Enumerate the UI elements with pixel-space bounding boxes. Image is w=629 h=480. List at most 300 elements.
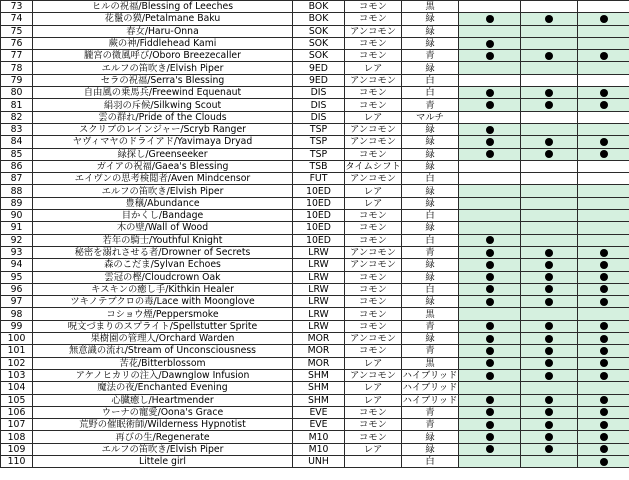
filled-circle-icon <box>486 126 494 134</box>
check-cell-2 <box>521 431 578 443</box>
check-cell-3 <box>578 419 629 431</box>
check-cell-2 <box>521 283 578 295</box>
rarity: レア <box>345 197 402 209</box>
filled-circle-icon <box>486 40 494 48</box>
card-color: 緑 <box>402 259 459 271</box>
check-cell-1 <box>459 185 521 197</box>
card-name: 雲冠の樫/Cloudcrown Oak <box>33 271 293 283</box>
set-code: EVE <box>293 419 345 431</box>
table-row[interactable] <box>1 160 629 172</box>
rarity: コモン <box>345 148 402 160</box>
row-number: 94 <box>1 259 33 271</box>
card-name: 荒野の催眠術師/Wilderness Hypnotist <box>33 419 293 431</box>
rarity: コモン <box>345 99 402 111</box>
card-name: 朧宮の微風呼び/Oboro Breezecaller <box>33 50 293 62</box>
check-cell-2 <box>521 357 578 369</box>
set-code: SHM <box>293 382 345 394</box>
table-row[interactable] <box>1 148 629 160</box>
check-cell-1 <box>459 1 521 13</box>
row-number: 74 <box>1 13 33 25</box>
rarity: アンコモン <box>345 74 402 86</box>
rarity: アンコモン <box>345 136 402 148</box>
set-code: UNH <box>293 455 345 467</box>
filled-circle-icon <box>545 335 553 343</box>
check-cell-1 <box>459 210 521 222</box>
filled-circle-icon <box>486 298 494 306</box>
row-number: 85 <box>1 148 33 160</box>
table-row[interactable] <box>1 136 629 148</box>
filled-circle-icon <box>486 236 494 244</box>
check-cell-1 <box>459 50 521 62</box>
check-cell-3 <box>578 160 629 172</box>
row-number: 86 <box>1 160 33 172</box>
check-cell-2 <box>521 136 578 148</box>
card-name: 目かくし/Bandage <box>33 210 293 222</box>
filled-circle-icon <box>486 335 494 343</box>
card-color: 緑 <box>402 443 459 455</box>
filled-circle-icon <box>600 433 608 441</box>
check-cell-3 <box>578 50 629 62</box>
filled-circle-icon <box>545 249 553 257</box>
filled-circle-icon <box>600 322 608 330</box>
check-cell-1 <box>459 74 521 86</box>
filled-circle-icon <box>600 261 608 269</box>
filled-circle-icon <box>486 138 494 146</box>
check-cell-1 <box>459 406 521 418</box>
card-color: 緑 <box>402 431 459 443</box>
filled-circle-icon <box>545 138 553 146</box>
set-code: LRW <box>293 259 345 271</box>
check-cell-2 <box>521 99 578 111</box>
filled-circle-icon <box>600 298 608 306</box>
card-name: エルフの笛吹き/Elvish Piper <box>33 185 293 197</box>
rarity: コモン <box>345 37 402 49</box>
check-cell-2 <box>521 25 578 37</box>
check-cell-3 <box>578 13 629 25</box>
card-color: 白 <box>402 210 459 222</box>
check-cell-1 <box>459 345 521 357</box>
check-cell-2 <box>521 74 578 86</box>
table-row[interactable] <box>1 320 629 332</box>
filled-circle-icon <box>545 396 553 404</box>
set-code: TSP <box>293 136 345 148</box>
table-row[interactable] <box>1 333 629 345</box>
card-name: 春女/Haru-Onna <box>33 25 293 37</box>
table-row[interactable] <box>1 419 629 431</box>
card-name: 森のこだま/Sylvan Echoes <box>33 259 293 271</box>
check-cell-3 <box>578 99 629 111</box>
table-row[interactable] <box>1 431 629 443</box>
row-number: 75 <box>1 25 33 37</box>
row-number: 84 <box>1 136 33 148</box>
check-cell-2 <box>521 320 578 332</box>
check-cell-3 <box>578 87 629 99</box>
set-code: SOK <box>293 37 345 49</box>
table-row[interactable] <box>1 222 629 234</box>
check-cell-3 <box>578 185 629 197</box>
rarity: レア <box>345 443 402 455</box>
card-color: 青 <box>402 419 459 431</box>
card-color: 緑 <box>402 197 459 209</box>
table-row[interactable] <box>1 369 629 381</box>
filled-circle-icon <box>545 322 553 330</box>
filled-circle-icon <box>486 15 494 23</box>
filled-circle-icon <box>545 445 553 453</box>
card-color: 白 <box>402 455 459 467</box>
filled-circle-icon <box>486 445 494 453</box>
filled-circle-icon <box>486 249 494 257</box>
card-color: 緑 <box>402 333 459 345</box>
check-cell-3 <box>578 271 629 283</box>
card-color: マルチ <box>402 111 459 123</box>
filled-circle-icon <box>486 408 494 416</box>
table-row[interactable] <box>1 455 629 467</box>
rarity: コモン <box>345 222 402 234</box>
check-cell-1 <box>459 455 521 467</box>
rarity: コモン <box>345 345 402 357</box>
filled-circle-icon <box>600 396 608 404</box>
check-cell-1 <box>459 173 521 185</box>
card-name: 若年の騎士/Youthful Knight <box>33 234 293 246</box>
check-cell-1 <box>459 333 521 345</box>
table-row[interactable] <box>1 382 629 394</box>
row-number: 106 <box>1 406 33 418</box>
table-row[interactable] <box>1 394 629 406</box>
set-code: 10ED <box>293 222 345 234</box>
filled-circle-icon <box>600 408 608 416</box>
filled-circle-icon <box>600 52 608 60</box>
card-color: 黒 <box>402 308 459 320</box>
check-cell-3 <box>578 406 629 418</box>
check-cell-2 <box>521 419 578 431</box>
check-cell-1 <box>459 37 521 49</box>
set-code: TSB <box>293 160 345 172</box>
table-row[interactable] <box>1 443 629 455</box>
check-cell-3 <box>578 222 629 234</box>
check-cell-1 <box>459 419 521 431</box>
filled-circle-icon <box>600 150 608 158</box>
filled-circle-icon <box>600 138 608 146</box>
filled-circle-icon <box>545 298 553 306</box>
filled-circle-icon <box>486 433 494 441</box>
filled-circle-icon <box>486 101 494 109</box>
card-name: 再びの生/Regenerate <box>33 431 293 443</box>
check-cell-2 <box>521 382 578 394</box>
table-row[interactable] <box>1 210 629 222</box>
table-row[interactable] <box>1 246 629 258</box>
check-cell-3 <box>578 283 629 295</box>
check-cell-3 <box>578 246 629 258</box>
table-row[interactable] <box>1 345 629 357</box>
table-row[interactable] <box>1 111 629 123</box>
check-cell-3 <box>578 136 629 148</box>
set-code: BOK <box>293 1 345 13</box>
check-cell-2 <box>521 406 578 418</box>
table-row[interactable] <box>1 357 629 369</box>
rarity: コモン <box>345 87 402 99</box>
row-number: 101 <box>1 345 33 357</box>
rarity: レア <box>345 382 402 394</box>
check-cell-2 <box>521 271 578 283</box>
filled-circle-icon <box>545 408 553 416</box>
check-cell-1 <box>459 222 521 234</box>
card-color: 緑 <box>402 123 459 135</box>
row-number: 89 <box>1 197 33 209</box>
card-name: 苦花/Bitterblossom <box>33 357 293 369</box>
set-code: 10ED <box>293 197 345 209</box>
filled-circle-icon <box>545 273 553 281</box>
card-color: 黒 <box>402 357 459 369</box>
filled-circle-icon <box>600 458 608 466</box>
set-code: SHM <box>293 394 345 406</box>
filled-circle-icon <box>600 285 608 293</box>
row-number: 108 <box>1 431 33 443</box>
filled-circle-icon <box>545 52 553 60</box>
table-row[interactable] <box>1 271 629 283</box>
card-name: キスキンの癒し手/Kithkin Healer <box>33 283 293 295</box>
row-number: 96 <box>1 283 33 295</box>
check-cell-1 <box>459 320 521 332</box>
rarity: コモン <box>345 320 402 332</box>
check-cell-1 <box>459 99 521 111</box>
card-color: 緑 <box>402 37 459 49</box>
check-cell-2 <box>521 333 578 345</box>
card-color: 緑 <box>402 25 459 37</box>
rarity: レア <box>345 394 402 406</box>
filled-circle-icon <box>600 15 608 23</box>
rarity: コモン <box>345 50 402 62</box>
check-cell-2 <box>521 369 578 381</box>
check-cell-3 <box>578 234 629 246</box>
check-cell-2 <box>521 185 578 197</box>
rarity: レア <box>345 62 402 74</box>
card-name: Littele girl <box>33 455 293 467</box>
card-name: 魔法の夜/Enchanted Evening <box>33 382 293 394</box>
check-cell-2 <box>521 296 578 308</box>
rarity: コモン <box>345 1 402 13</box>
set-code: LRW <box>293 246 345 258</box>
row-number: 110 <box>1 455 33 467</box>
card-name: ツキノテブクロの毒/Lace with Moonglove <box>33 296 293 308</box>
row-number: 95 <box>1 271 33 283</box>
row-number: 99 <box>1 320 33 332</box>
card-color: 緑 <box>402 148 459 160</box>
rarity <box>345 455 402 467</box>
filled-circle-icon <box>486 396 494 404</box>
table-row[interactable] <box>1 185 629 197</box>
check-cell-2 <box>521 50 578 62</box>
set-code: LRW <box>293 271 345 283</box>
check-cell-1 <box>459 394 521 406</box>
check-cell-2 <box>521 197 578 209</box>
check-cell-2 <box>521 234 578 246</box>
filled-circle-icon <box>545 433 553 441</box>
table-row[interactable] <box>1 25 629 37</box>
table-row[interactable] <box>1 99 629 111</box>
check-cell-2 <box>521 394 578 406</box>
set-code: LRW <box>293 320 345 332</box>
table-row[interactable] <box>1 283 629 295</box>
set-code: 9ED <box>293 74 345 86</box>
check-cell-3 <box>578 173 629 185</box>
rarity: レア <box>345 185 402 197</box>
card-name: 自由風の乗馬兵/Freewind Equenaut <box>33 87 293 99</box>
filled-circle-icon <box>600 372 608 380</box>
card-name: エルフの笛吹き/Elvish Piper <box>33 443 293 455</box>
check-cell-2 <box>521 1 578 13</box>
card-color: 青 <box>402 345 459 357</box>
row-number: 76 <box>1 37 33 49</box>
set-code: LRW <box>293 308 345 320</box>
card-name: ウーナの寵愛/Oona's Grace <box>33 406 293 418</box>
row-number: 93 <box>1 246 33 258</box>
card-name: 呪文づまりのスプライト/Spellstutter Sprite <box>33 320 293 332</box>
filled-circle-icon <box>486 347 494 355</box>
table-row[interactable] <box>1 259 629 271</box>
card-color: 青 <box>402 50 459 62</box>
row-number: 73 <box>1 1 33 13</box>
row-number: 90 <box>1 210 33 222</box>
table-row[interactable] <box>1 308 629 320</box>
check-cell-3 <box>578 345 629 357</box>
filled-circle-icon <box>600 445 608 453</box>
set-code: M10 <box>293 443 345 455</box>
filled-circle-icon <box>486 89 494 97</box>
check-cell-3 <box>578 455 629 467</box>
row-number: 77 <box>1 50 33 62</box>
row-number: 88 <box>1 185 33 197</box>
set-code: LRW <box>293 283 345 295</box>
filled-circle-icon <box>486 52 494 60</box>
filled-circle-icon <box>545 372 553 380</box>
card-name: 雲の群れ/Pride of the Clouds <box>33 111 293 123</box>
card-name: 豊穣/Abundance <box>33 197 293 209</box>
filled-circle-icon <box>545 359 553 367</box>
card-color: 青 <box>402 406 459 418</box>
table-row[interactable] <box>1 406 629 418</box>
check-cell-1 <box>459 296 521 308</box>
check-cell-1 <box>459 271 521 283</box>
filled-circle-icon <box>486 150 494 158</box>
check-cell-2 <box>521 62 578 74</box>
check-cell-2 <box>521 123 578 135</box>
filled-circle-icon <box>600 249 608 257</box>
table-row[interactable] <box>1 50 629 62</box>
filled-circle-icon <box>545 15 553 23</box>
check-cell-3 <box>578 443 629 455</box>
check-cell-3 <box>578 320 629 332</box>
card-name: ヤヴィマヤのドライアド/Yavimaya Dryad <box>33 136 293 148</box>
rarity: レア <box>345 111 402 123</box>
row-number: 97 <box>1 296 33 308</box>
check-cell-2 <box>521 259 578 271</box>
check-cell-2 <box>521 455 578 467</box>
card-color: 白 <box>402 283 459 295</box>
table-row[interactable] <box>1 234 629 246</box>
filled-circle-icon <box>600 89 608 97</box>
check-cell-1 <box>459 25 521 37</box>
set-code: MOR <box>293 357 345 369</box>
filled-circle-icon <box>545 347 553 355</box>
table-row[interactable] <box>1 173 629 185</box>
check-cell-3 <box>578 259 629 271</box>
table-row[interactable] <box>1 74 629 86</box>
table-row[interactable] <box>1 296 629 308</box>
card-color: 緑 <box>402 62 459 74</box>
check-cell-2 <box>521 37 578 49</box>
row-number: 82 <box>1 111 33 123</box>
rarity: コモン <box>345 308 402 320</box>
check-cell-3 <box>578 394 629 406</box>
card-name: 花鬣の獏/Petalmane Baku <box>33 13 293 25</box>
set-code: LRW <box>293 296 345 308</box>
row-number: 80 <box>1 87 33 99</box>
card-color: 緑 <box>402 160 459 172</box>
filled-circle-icon <box>486 372 494 380</box>
set-code: SOK <box>293 50 345 62</box>
card-name: 緑探し/Greenseeker <box>33 148 293 160</box>
row-number: 107 <box>1 419 33 431</box>
table-row[interactable] <box>1 123 629 135</box>
check-cell-1 <box>459 136 521 148</box>
rarity: アンコモン <box>345 25 402 37</box>
rarity: コモン <box>345 419 402 431</box>
card-name: エルフの笛吹き/Elvish Piper <box>33 62 293 74</box>
table-row[interactable] <box>1 37 629 49</box>
filled-circle-icon <box>600 347 608 355</box>
filled-circle-icon <box>545 261 553 269</box>
table-row[interactable] <box>1 87 629 99</box>
rarity: コモン <box>345 283 402 295</box>
rarity: アンコモン <box>345 123 402 135</box>
check-cell-3 <box>578 37 629 49</box>
table-row[interactable] <box>1 1 629 13</box>
filled-circle-icon <box>486 322 494 330</box>
card-name: エイヴンの思考検閲者/Aven Mindcensor <box>33 173 293 185</box>
check-cell-1 <box>459 123 521 135</box>
table-row[interactable] <box>1 197 629 209</box>
card-color: 緑 <box>402 136 459 148</box>
check-cell-3 <box>578 382 629 394</box>
check-cell-2 <box>521 210 578 222</box>
check-cell-3 <box>578 148 629 160</box>
check-cell-1 <box>459 87 521 99</box>
filled-circle-icon <box>600 359 608 367</box>
check-cell-1 <box>459 62 521 74</box>
set-code: 10ED <box>293 185 345 197</box>
card-color: ハイブリッド <box>402 370 458 382</box>
rarity: アンコモン <box>345 333 402 345</box>
check-cell-2 <box>521 160 578 172</box>
set-code: DIS <box>293 87 345 99</box>
card-name: 蕨の神/Fiddlehead Kami <box>33 37 293 49</box>
card-name: アケノヒカリの注入/Dawnglow Infusion <box>33 369 293 381</box>
filled-circle-icon <box>545 101 553 109</box>
set-code: SHM <box>293 369 345 381</box>
card-name: 心臓癒し/Heartmender <box>33 394 293 406</box>
filled-circle-icon <box>486 261 494 269</box>
card-color: 緑 <box>402 13 459 25</box>
set-code: MOR <box>293 333 345 345</box>
rarity: アンコモン <box>345 173 402 185</box>
check-cell-2 <box>521 308 578 320</box>
check-cell-1 <box>459 308 521 320</box>
card-name: 絹羽の斥候/Silkwing Scout <box>33 99 293 111</box>
table-row[interactable] <box>1 62 629 74</box>
set-code: SOK <box>293 25 345 37</box>
set-code: BOK <box>293 13 345 25</box>
table-row[interactable] <box>1 13 629 25</box>
